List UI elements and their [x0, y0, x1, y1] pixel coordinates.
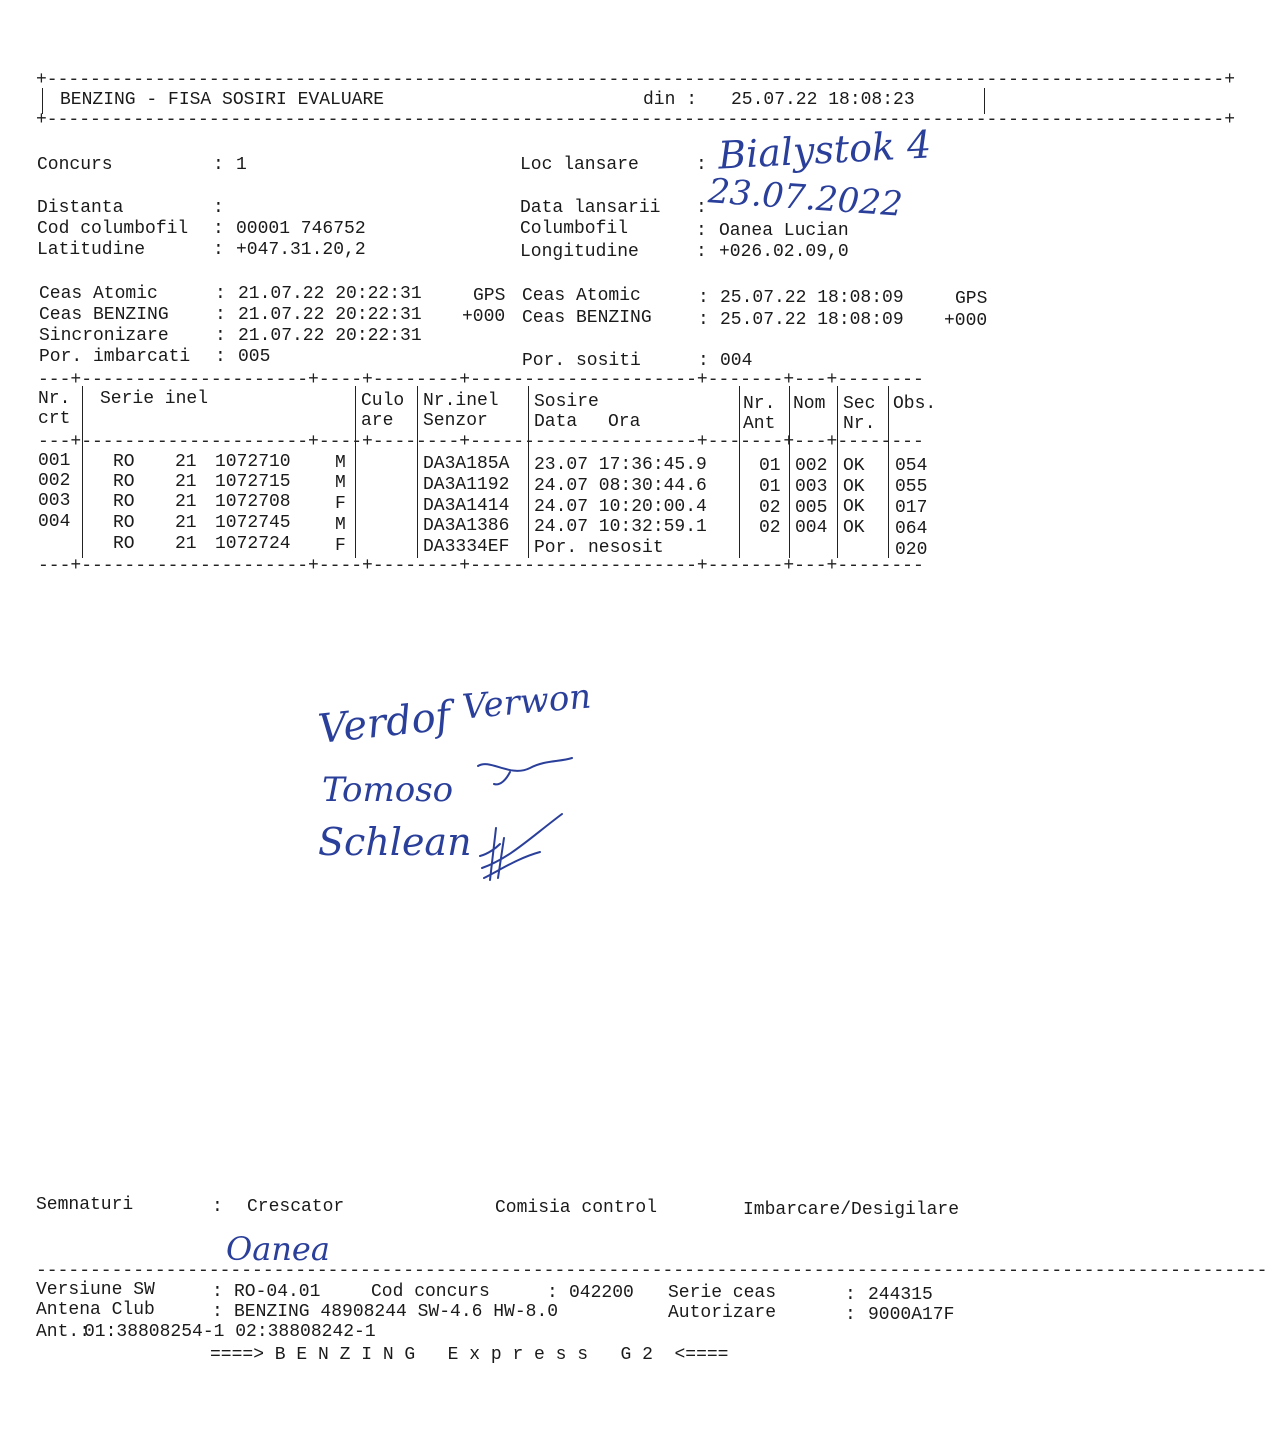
left-benzing-value: 21.07.22 20:22:31 — [238, 305, 422, 325]
col-sep — [82, 386, 83, 558]
comisia-label: Comisia control — [495, 1198, 658, 1218]
th-data: Data — [534, 412, 578, 432]
colon: : — [696, 155, 707, 175]
colon: : — [845, 1285, 856, 1305]
right-benzing-label: Ceas BENZING — [522, 308, 652, 328]
th-nr: Nr. — [38, 389, 71, 409]
serie-ceas-value: 244315 — [868, 1285, 933, 1305]
signature-scribble-icon — [470, 808, 580, 888]
cell-sosire: 23.07 17:36:45.9 — [534, 455, 707, 475]
columbofil-value: Oanea Lucian — [719, 221, 849, 241]
cell-ant: 02 — [759, 498, 781, 518]
antena-value: BENZING 48908244 SW-4.6 HW-8.0 — [234, 1302, 559, 1322]
colon: : — [212, 1282, 223, 1302]
colon: : — [213, 219, 224, 239]
col-sep — [417, 386, 418, 558]
cell-obs: 020 — [895, 540, 928, 560]
cell-ring: 1072708 — [215, 492, 291, 512]
th-sosire: Sosire — [534, 392, 599, 412]
cell-ring: 1072745 — [215, 513, 291, 533]
cell-year: 21 — [175, 534, 197, 554]
th-culo: Culo — [361, 391, 405, 411]
colon: : — [215, 284, 226, 304]
colon: : — [215, 305, 226, 325]
colon: : — [212, 1302, 223, 1322]
col-sep — [789, 386, 790, 558]
col-sep — [739, 386, 740, 558]
sync-label: Sincronizare — [39, 326, 169, 346]
colon: : — [213, 198, 224, 218]
colon: : — [215, 326, 226, 346]
col-sep — [888, 386, 889, 558]
left-atomic-value: 21.07.22 20:22:31 — [238, 284, 422, 304]
th-obs: Obs. — [893, 394, 937, 414]
cell-year: 21 — [175, 492, 197, 512]
signature-name: Verdof — [315, 693, 453, 753]
th-nrinel: Nr.inel — [423, 391, 499, 411]
th-senzor: Senzor — [423, 411, 488, 431]
cell-obs: 064 — [895, 519, 928, 539]
cell-sosire: 24.07 10:20:00.4 — [534, 497, 707, 517]
columbofil-label: Columbofil — [520, 219, 629, 239]
th-sec-nr: Nr. — [843, 414, 876, 434]
signature-mark: Verwon — [460, 676, 593, 728]
cell-sex: M — [335, 453, 346, 473]
signature-squiggle-icon — [470, 752, 580, 792]
versiune-value: RO-04.01 — [234, 1282, 321, 1302]
cell-obs: 017 — [895, 498, 928, 518]
cell-sex: F — [335, 494, 346, 514]
antena-label: Antena Club — [36, 1300, 155, 1320]
col-sep — [355, 386, 356, 558]
cell-country: RO — [113, 472, 135, 492]
autorizare-label: Autorizare — [668, 1303, 777, 1323]
cell-nr: 002 — [38, 471, 71, 491]
left-atomic-suffix: GPS — [473, 286, 506, 306]
footer-rule: ------------------------------------------------------------------------------------------------------------------ — [36, 1261, 1267, 1281]
din-value: 25.07.22 18:08:23 — [731, 90, 915, 110]
latitudine-label: Latitudine — [37, 240, 146, 260]
cell-sex: F — [335, 536, 346, 556]
imbarcati-label: Por. imbarcati — [39, 347, 191, 367]
sositi-value: 004 — [720, 351, 753, 371]
cell-nom: 003 — [795, 477, 828, 497]
colon: : — [698, 288, 709, 308]
cell-sosire: Por. nesosit — [534, 538, 664, 558]
concurs-label: Concurs — [37, 155, 113, 175]
th-nr-ant: Nr. — [743, 394, 776, 414]
distanta-label: Distanta — [37, 198, 124, 218]
th-are: are — [361, 411, 394, 431]
th-ora: Ora — [608, 412, 641, 432]
signature-name: Schlean — [318, 820, 472, 864]
data-lansarii-label: Data lansarii — [520, 198, 661, 218]
colon: : — [698, 310, 709, 330]
cell-sex: M — [335, 473, 346, 493]
cell-year: 21 — [175, 452, 197, 472]
data-lansarii-handwritten: 23.07.2022 — [706, 171, 904, 225]
cell-sec: OK — [843, 518, 865, 538]
th-crt: crt — [38, 409, 71, 429]
ant-value: 01:38808254-1 02:38808242-1 — [84, 1322, 376, 1342]
cell-ant: 01 — [759, 477, 781, 497]
right-benzing-suffix: +000 — [944, 311, 988, 331]
right-atomic-suffix: GPS — [955, 289, 988, 309]
cell-senzor: DA3A1386 — [423, 516, 510, 536]
sositi-label: Por. sositi — [522, 351, 641, 371]
cell-nr: 001 — [38, 451, 71, 471]
longitudine-value: +026.02.09,0 — [719, 242, 849, 262]
cell-sec: OK — [843, 497, 865, 517]
cell-nr: 003 — [38, 491, 71, 511]
autorizare-value: 9000A17F — [868, 1305, 955, 1325]
right-benzing-value: 25.07.22 18:08:09 — [720, 310, 904, 330]
signature-name: Tomoso — [322, 770, 454, 810]
th-nom: Nom — [793, 394, 826, 414]
cell-ring: 1072710 — [215, 452, 291, 472]
cod-columbofil-label: Cod columbofil — [37, 219, 189, 239]
cell-country: RO — [113, 534, 135, 554]
latitudine-value: +047.31.20,2 — [236, 240, 366, 260]
brand-line: ====> B E N Z I N G E x p r e s s G 2 <==== — [210, 1345, 729, 1365]
cell-country: RO — [113, 452, 135, 472]
semnaturi-label: Semnaturi — [36, 1195, 134, 1215]
cell-nom: 004 — [795, 518, 828, 538]
page-title: BENZING - FISA SOSIRI EVALUARE — [60, 90, 385, 110]
right-atomic-label: Ceas Atomic — [522, 286, 641, 306]
cell-sex: M — [335, 515, 346, 535]
imbarcati-value: 005 — [238, 347, 271, 367]
cell-nom: 002 — [795, 456, 828, 476]
cell-year: 21 — [175, 513, 197, 533]
colon: : — [213, 155, 224, 175]
cell-senzor: DA3A185A — [423, 454, 510, 474]
loc-lansare-handwritten: Bialystok 4 — [716, 122, 933, 178]
cell-country: RO — [113, 492, 135, 512]
ant-label: Ant.: — [36, 1322, 91, 1342]
cell-nom: 005 — [795, 498, 828, 518]
col-sep — [528, 386, 529, 558]
right-atomic-value: 25.07.22 18:08:09 — [720, 288, 904, 308]
sync-value: 21.07.22 20:22:31 — [238, 326, 422, 346]
longitudine-label: Longitudine — [520, 242, 639, 262]
versiune-label: Versiune SW — [36, 1280, 155, 1300]
cell-ant: 01 — [759, 456, 781, 476]
cell-senzor: DA3A1192 — [423, 475, 510, 495]
crescator-signature: Oanea — [226, 1230, 330, 1268]
colon: : — [215, 347, 226, 367]
cod-concurs-label: Cod concurs — [371, 1282, 490, 1302]
colon: : — [547, 1283, 558, 1303]
left-benzing-suffix: +000 — [462, 307, 506, 327]
concurs-value: 1 — [236, 155, 247, 175]
imbarcare-label: Imbarcare/Desigilare — [743, 1200, 960, 1220]
loc-lansare-label: Loc lansare — [520, 155, 639, 175]
colon: : — [698, 351, 709, 371]
th-serie: Serie inel — [100, 389, 209, 409]
cell-sosire: 24.07 10:32:59.1 — [534, 517, 707, 537]
cell-sosire: 24.07 08:30:44.6 — [534, 476, 707, 496]
th-sec: Sec — [843, 394, 876, 414]
cell-nr: 004 — [38, 512, 71, 532]
serie-ceas-label: Serie ceas — [668, 1283, 777, 1303]
cell-year: 21 — [175, 472, 197, 492]
cell-ant: 02 — [759, 518, 781, 538]
colon: : — [696, 221, 707, 241]
th-ant: Ant — [743, 414, 776, 434]
cell-sec: OK — [843, 477, 865, 497]
cell-obs: 054 — [895, 456, 928, 476]
colon: : — [213, 240, 224, 260]
cell-senzor: DA3A1414 — [423, 496, 510, 516]
crescator-label: Crescator — [247, 1197, 345, 1217]
cell-country: RO — [113, 513, 135, 533]
table-bottom-rule: ---+---------------------+----+--------+---------------------+-------+---+-------- — [38, 556, 924, 576]
cell-ring: 1072715 — [215, 472, 291, 492]
colon: : — [845, 1305, 856, 1325]
colon: : — [696, 242, 707, 262]
cell-sec: OK — [843, 456, 865, 476]
din-label: din : — [643, 90, 698, 110]
left-benzing-label: Ceas BENZING — [39, 305, 169, 325]
cod-concurs-value: 042200 — [569, 1283, 634, 1303]
cod-columbofil-value: 00001 746752 — [236, 219, 366, 239]
cell-senzor: DA3334EF — [423, 537, 510, 557]
colon: : — [696, 198, 707, 218]
header-bottom-rule: +-------------------------------------------------------------------------------------------------------------+ — [36, 110, 1235, 130]
table-top-rule: ---+---------------------+----+--------+---------------------+-------+---+-------- — [38, 370, 924, 390]
table-header-rule: ---+---------------------+----+--------+---------------------+-------+---+-------- — [38, 432, 924, 452]
colon: : — [212, 1197, 223, 1217]
left-atomic-label: Ceas Atomic — [39, 284, 158, 304]
cell-obs: 055 — [895, 477, 928, 497]
header-top-rule: +-------------------------------------------------------------------------------------------------------------+ — [36, 70, 1235, 90]
col-sep — [837, 386, 838, 558]
cell-ring: 1072724 — [215, 534, 291, 554]
